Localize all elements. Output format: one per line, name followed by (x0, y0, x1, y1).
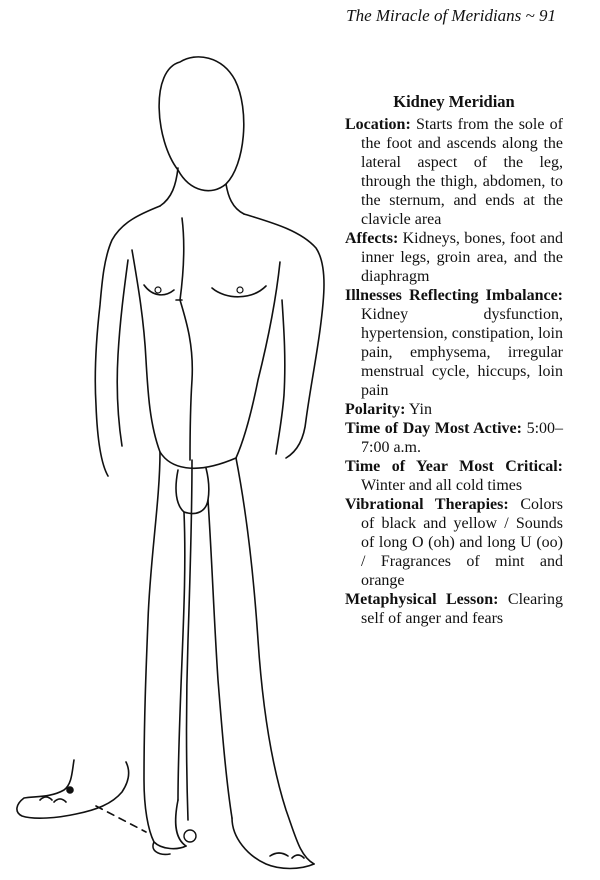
entry-text: Colors of black and yellow / Sounds of long O (oh) and long U (oo) / Fragrances of mint and orange (361, 496, 563, 589)
entry-text: Kidney dysfunction, hypertension, constipation, loin pain, emphysema, irregular menstrual cycle, hiccups, loin pain (361, 306, 563, 399)
right-inner-leg (208, 500, 232, 818)
left-leg-outline (144, 452, 186, 849)
entry-label: Time of Year Most Critical: (345, 458, 563, 475)
entry-text: 5:00–7:00 a.m. (361, 420, 564, 456)
sole-pointer-dash (96, 806, 146, 832)
left-inner-arm (117, 260, 128, 446)
entry-label: Location: (345, 116, 411, 133)
entry-label: Illnesses Reflecting Imbalance: (345, 287, 563, 304)
entry-text: Winter and all cold times (361, 477, 523, 494)
entry-text: Kidneys, bones, foot and inner legs, groin area, and the diaphragm (361, 230, 564, 285)
meridian-line-torso (180, 218, 192, 460)
groin-outline (160, 452, 236, 514)
running-head: The Miracle of Meridians ~ 91 (346, 6, 556, 25)
left-foot-outline (153, 800, 186, 854)
entry-label: Time of Day Most Active: (345, 420, 522, 437)
head-outline (159, 57, 244, 191)
meridian-description (345, 92, 563, 628)
right-foot-outline (232, 818, 314, 869)
left-inner-leg (178, 512, 185, 800)
entry-text: Yin (408, 401, 432, 418)
right-inner-arm (276, 300, 285, 454)
entry-location (345, 115, 563, 229)
right-leg-outline (236, 458, 314, 864)
entry-illnesses (345, 286, 563, 400)
entry-label: Vibrational Therapies: (345, 496, 509, 513)
entry-affects (345, 229, 563, 286)
neck-outline (160, 168, 244, 214)
entry-label: Polarity: (345, 401, 406, 418)
entry-text: Clearing self of anger and fears (361, 591, 563, 627)
entry-text: Starts from the sole of the foot and ascends along the lateral aspect of the leg, through the thigh, abdomen, to the sternum, and ends at the clavicle area (361, 116, 563, 228)
entry-vibrational-therapies (345, 495, 563, 590)
entry-time-of-day (345, 419, 563, 457)
section-title: Kidney Meridian (393, 92, 515, 111)
left-arm-outline (95, 206, 160, 476)
entry-metaphysical-lesson (345, 590, 563, 628)
torso-left (132, 250, 160, 452)
entry-label: Affects: (345, 230, 399, 247)
entry-label: Metaphysical Lesson: (345, 591, 499, 608)
entry-time-of-year (345, 457, 563, 495)
entry-polarity (345, 400, 563, 419)
